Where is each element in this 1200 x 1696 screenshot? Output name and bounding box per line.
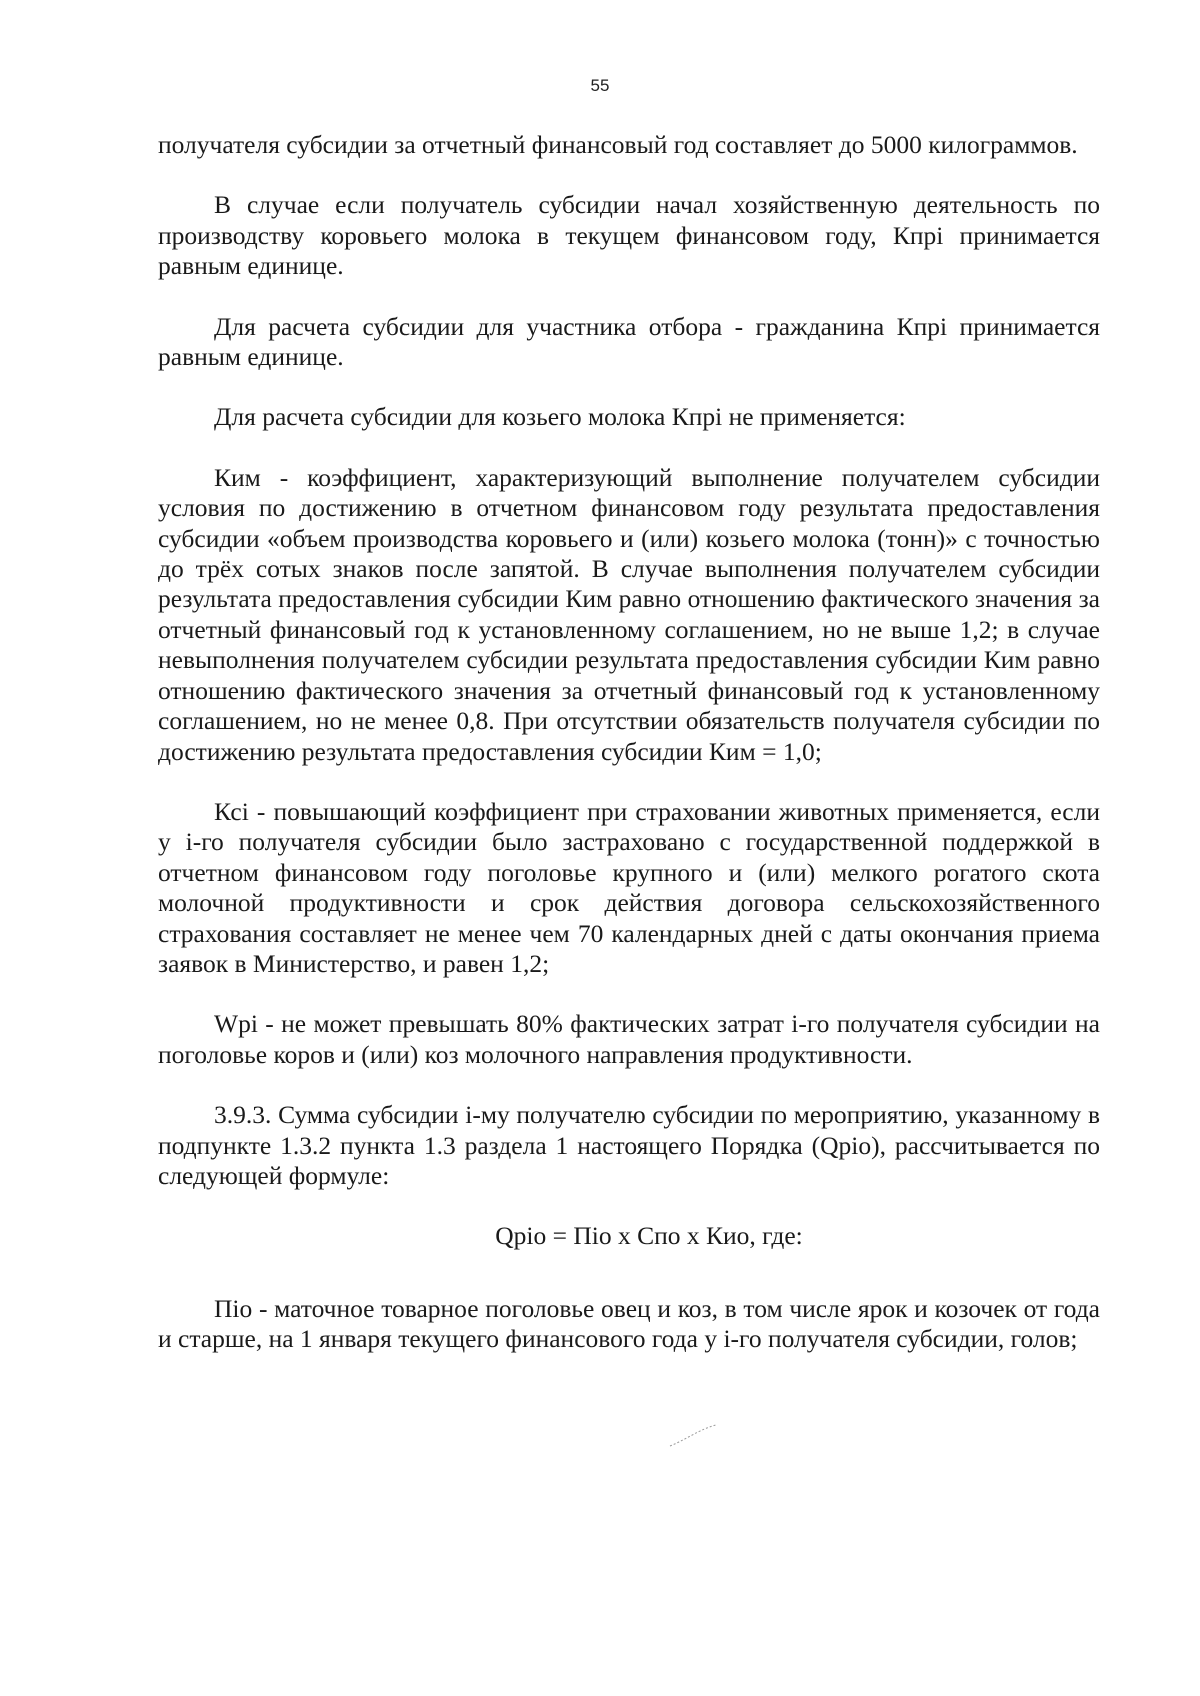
paragraph-wpi-definition: Wpi - не может превышать 80% фактических затрат і-го получателя субсидии на поголовье коров и (или) коз молочного направления продуктивности. <box>158 1009 1100 1069</box>
paragraph-goat-milk: Для расчета субсидии для козьего молока Кпрі не применяется: <box>214 402 906 432</box>
formula-qpio: Qpio = Піо х Спо х Кио, где: <box>495 1221 803 1251</box>
paragraph-clause-3-9-3: 3.9.3. Сумма субсидии і-му получателю субсидии по мероприятию, указанному в подпункте 1.3.2 пункта 1.3 раздела 1 настоящего Порядка (Qpio), рассчитывается по следующей формуле: <box>158 1100 1100 1190</box>
paragraph-pio-definition: Піо - маточное товарное поголовье овец и коз, в том числе ярок и козочек от года и старше, на 1 января текущего финансового года у і-го получателя субсидии, голов; <box>158 1293 1100 1354</box>
paragraph-citizen: Для расчета субсидии для участника отбора - гражданина Кпрі принимается равным единице. <box>158 311 1100 372</box>
document-body <box>158 130 1100 1385</box>
pen-stroke-mark <box>668 1424 718 1450</box>
page-number: 55 <box>590 76 610 95</box>
paragraph-ksi-definition: Ксі - повышающий коэффициент при страховании животных применяется, если у і-го получателя субсидии было застраховано с государственной поддержкой в отчетном финансовом году поголовье крупного и (или) мелкого рогатого скота молочной продуктивности и срок действия договора сельскохозяйственного страхования составляет не менее чем 70 календарных дней с даты окончания приема заявок в Министерство, и равен 1,2; <box>158 796 1100 978</box>
paragraph-continuation: получателя субсидии за отчетный финансовый год составляет до 5000 килограммов. <box>158 130 1078 159</box>
paragraph-new-activity: В случае если получатель субсидии начал хозяйственную деятельность по производству коровьего молока в текущем финансовом году, Кпрі принимается равным единице. <box>158 190 1100 281</box>
paragraph-kim-definition: Ким - коэффициент, характеризующий выполнение получателем субсидии условия по достижению в отчетном финансовом году результата предоставления субсидии «объем производства коровьего и (или) козьего молока (тонн)» с точностью до трёх сотых знаков после запятой. В случае выполнения получателем субсидии результата предоставления субсидии Ким равно отношению фактического значения за отчетный финансовый год к установленному соглашением, но не выше 1,2; в случае невыполнения получателем субсидии результата предоставления субсидии Ким равно отношению фактического значения за отчетный финансовый год к установленному соглашением, но не менее 0,8. При отсутствии обязательств получателя субсидии по достижению результата предоставления субсидии Ким = 1,0; <box>158 462 1100 766</box>
